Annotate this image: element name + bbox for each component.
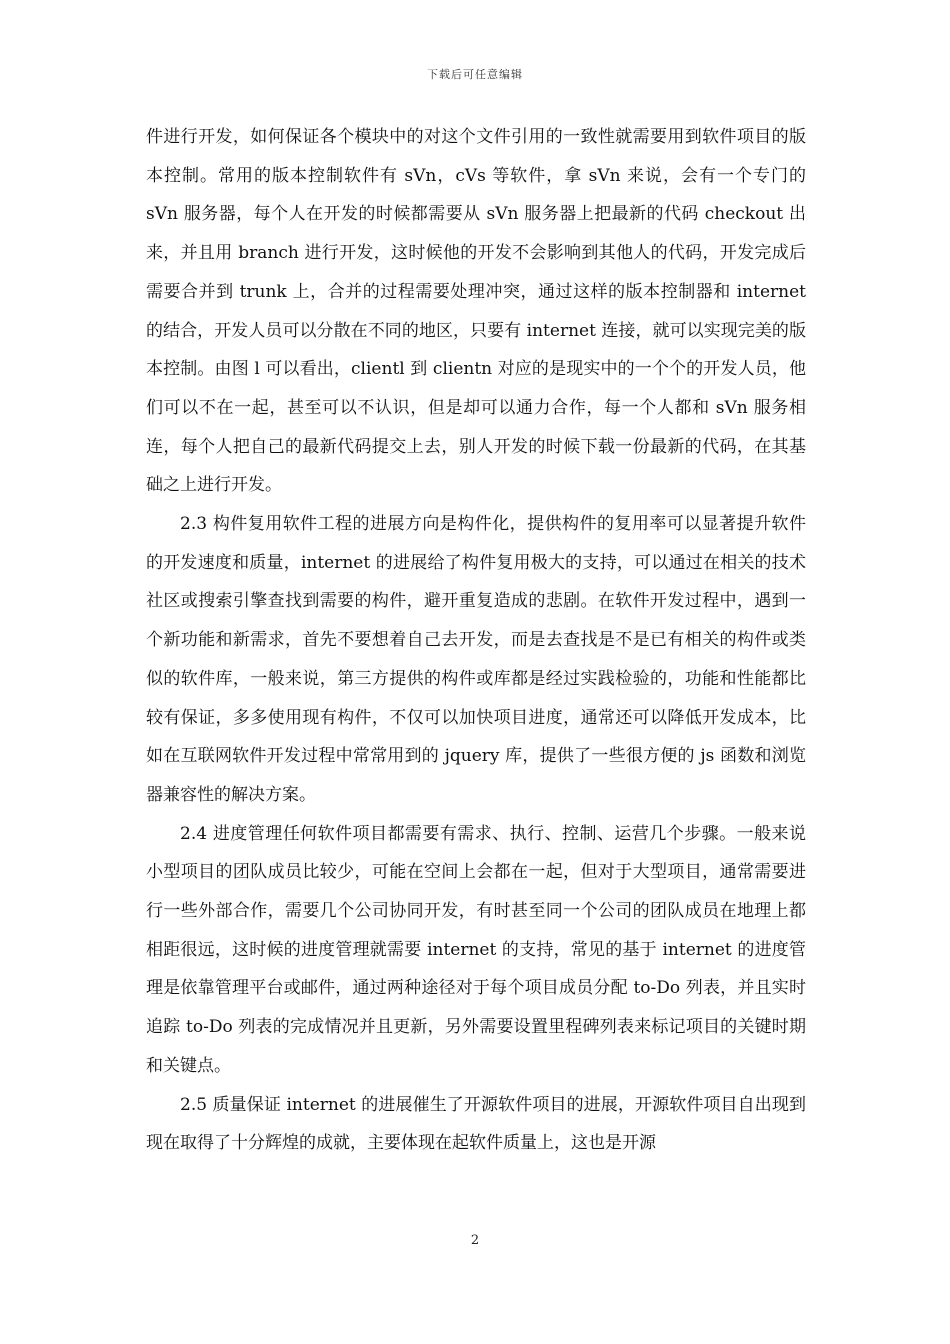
paragraph-component-reuse: 2.3 构件复用软件工程的进展方向是构件化，提供构件的复用率可以显著提升软件的开发速度和质量，internet 的进展给了构件复用极大的支持，可以通过在相关的技术社区或搜索引擎查找到需要的构件，避开重复造成的悲剧。在软件开发过程中，遇到一个新功能和新需求，首先不要想着自己去开发，而是去查找是不是已有相关的构件或类似的软件库，一般来说，第三方提供的构件或库都是经过实践检验的，功能和性能都比较有保证，多多使用现有构件，不仅可以加快项目进度，通常还可以降低开发成本，比如在互联网软件开发过程中常常用到的 jquery 库，提供了一些很方便的 js 函数和浏览器兼容性的解决方案。 xyxy=(146,514,806,805)
page-number: 2 xyxy=(470,1233,480,1248)
paragraph-progress-management: 2.4 进度管理任何软件项目都需要有需求、执行、控制、运营几个步骤。一般来说小型项目的团队成员比较少，可能在空间上会都在一起，但对于大型项目，通常需要进行一些外部合作，需要几个公司协同开发，有时甚至同一个公司的团队成员在地理上都相距很远，这时候的进度管理就需要 internet 的支持，常见的基于 internet 的进度管理是依靠管理平台或邮件，通过两种途径对于每个项目成员分配 to-Do 列表，并且实时追踪 to-Do 列表的完成情况并且更新，另外需要设置里程碑列表来标记项目的关键时期和关键点。 xyxy=(146,823,806,1076)
body-text xyxy=(146,118,806,1163)
paragraph-version-control-continued: 件进行开发，如何保证各个模块中的对这个文件引用的一致性就需要用到软件项目的版本控制。常用的版本控制软件有 sVn，cVs 等软件，拿 sVn 来说，会有一个专门的 sVn 服务器，每个人在开发的时候都需要从 sVn 服务器上把最新的代码 checkout 出来，并且用 branch 进行开发，这时候他的开发不会影响到其他人的代码，开发完成后需要合并到 trunk 上，合并的过程需要处理冲突，通过这样的版本控制器和 internet 的结合，开发人员可以分散在不同的地区，只要有 internet 连接，就可以实现完美的版本控制。由图 l 可以看出，clientl 到 clientn 对应的是现实中的一个个的开发人员，他们可以不在一起，甚至可以不认识，但是却可以通力合作，每一个人都和 sVn 服务相连，每个人把自己的最新代码提交上去，别人开发的时候下载一份最新的代码，在其基础之上进行开发。 xyxy=(146,127,806,496)
page-header: 下载后可任意编辑 xyxy=(427,68,523,81)
paragraph-quality-assurance: 2.5 质量保证 internet 的进展催生了开源软件项目的进展，开源软件项目自出现到现在取得了十分辉煌的成就，主要体现在起软件质量上，这也是开源 xyxy=(146,1094,806,1154)
